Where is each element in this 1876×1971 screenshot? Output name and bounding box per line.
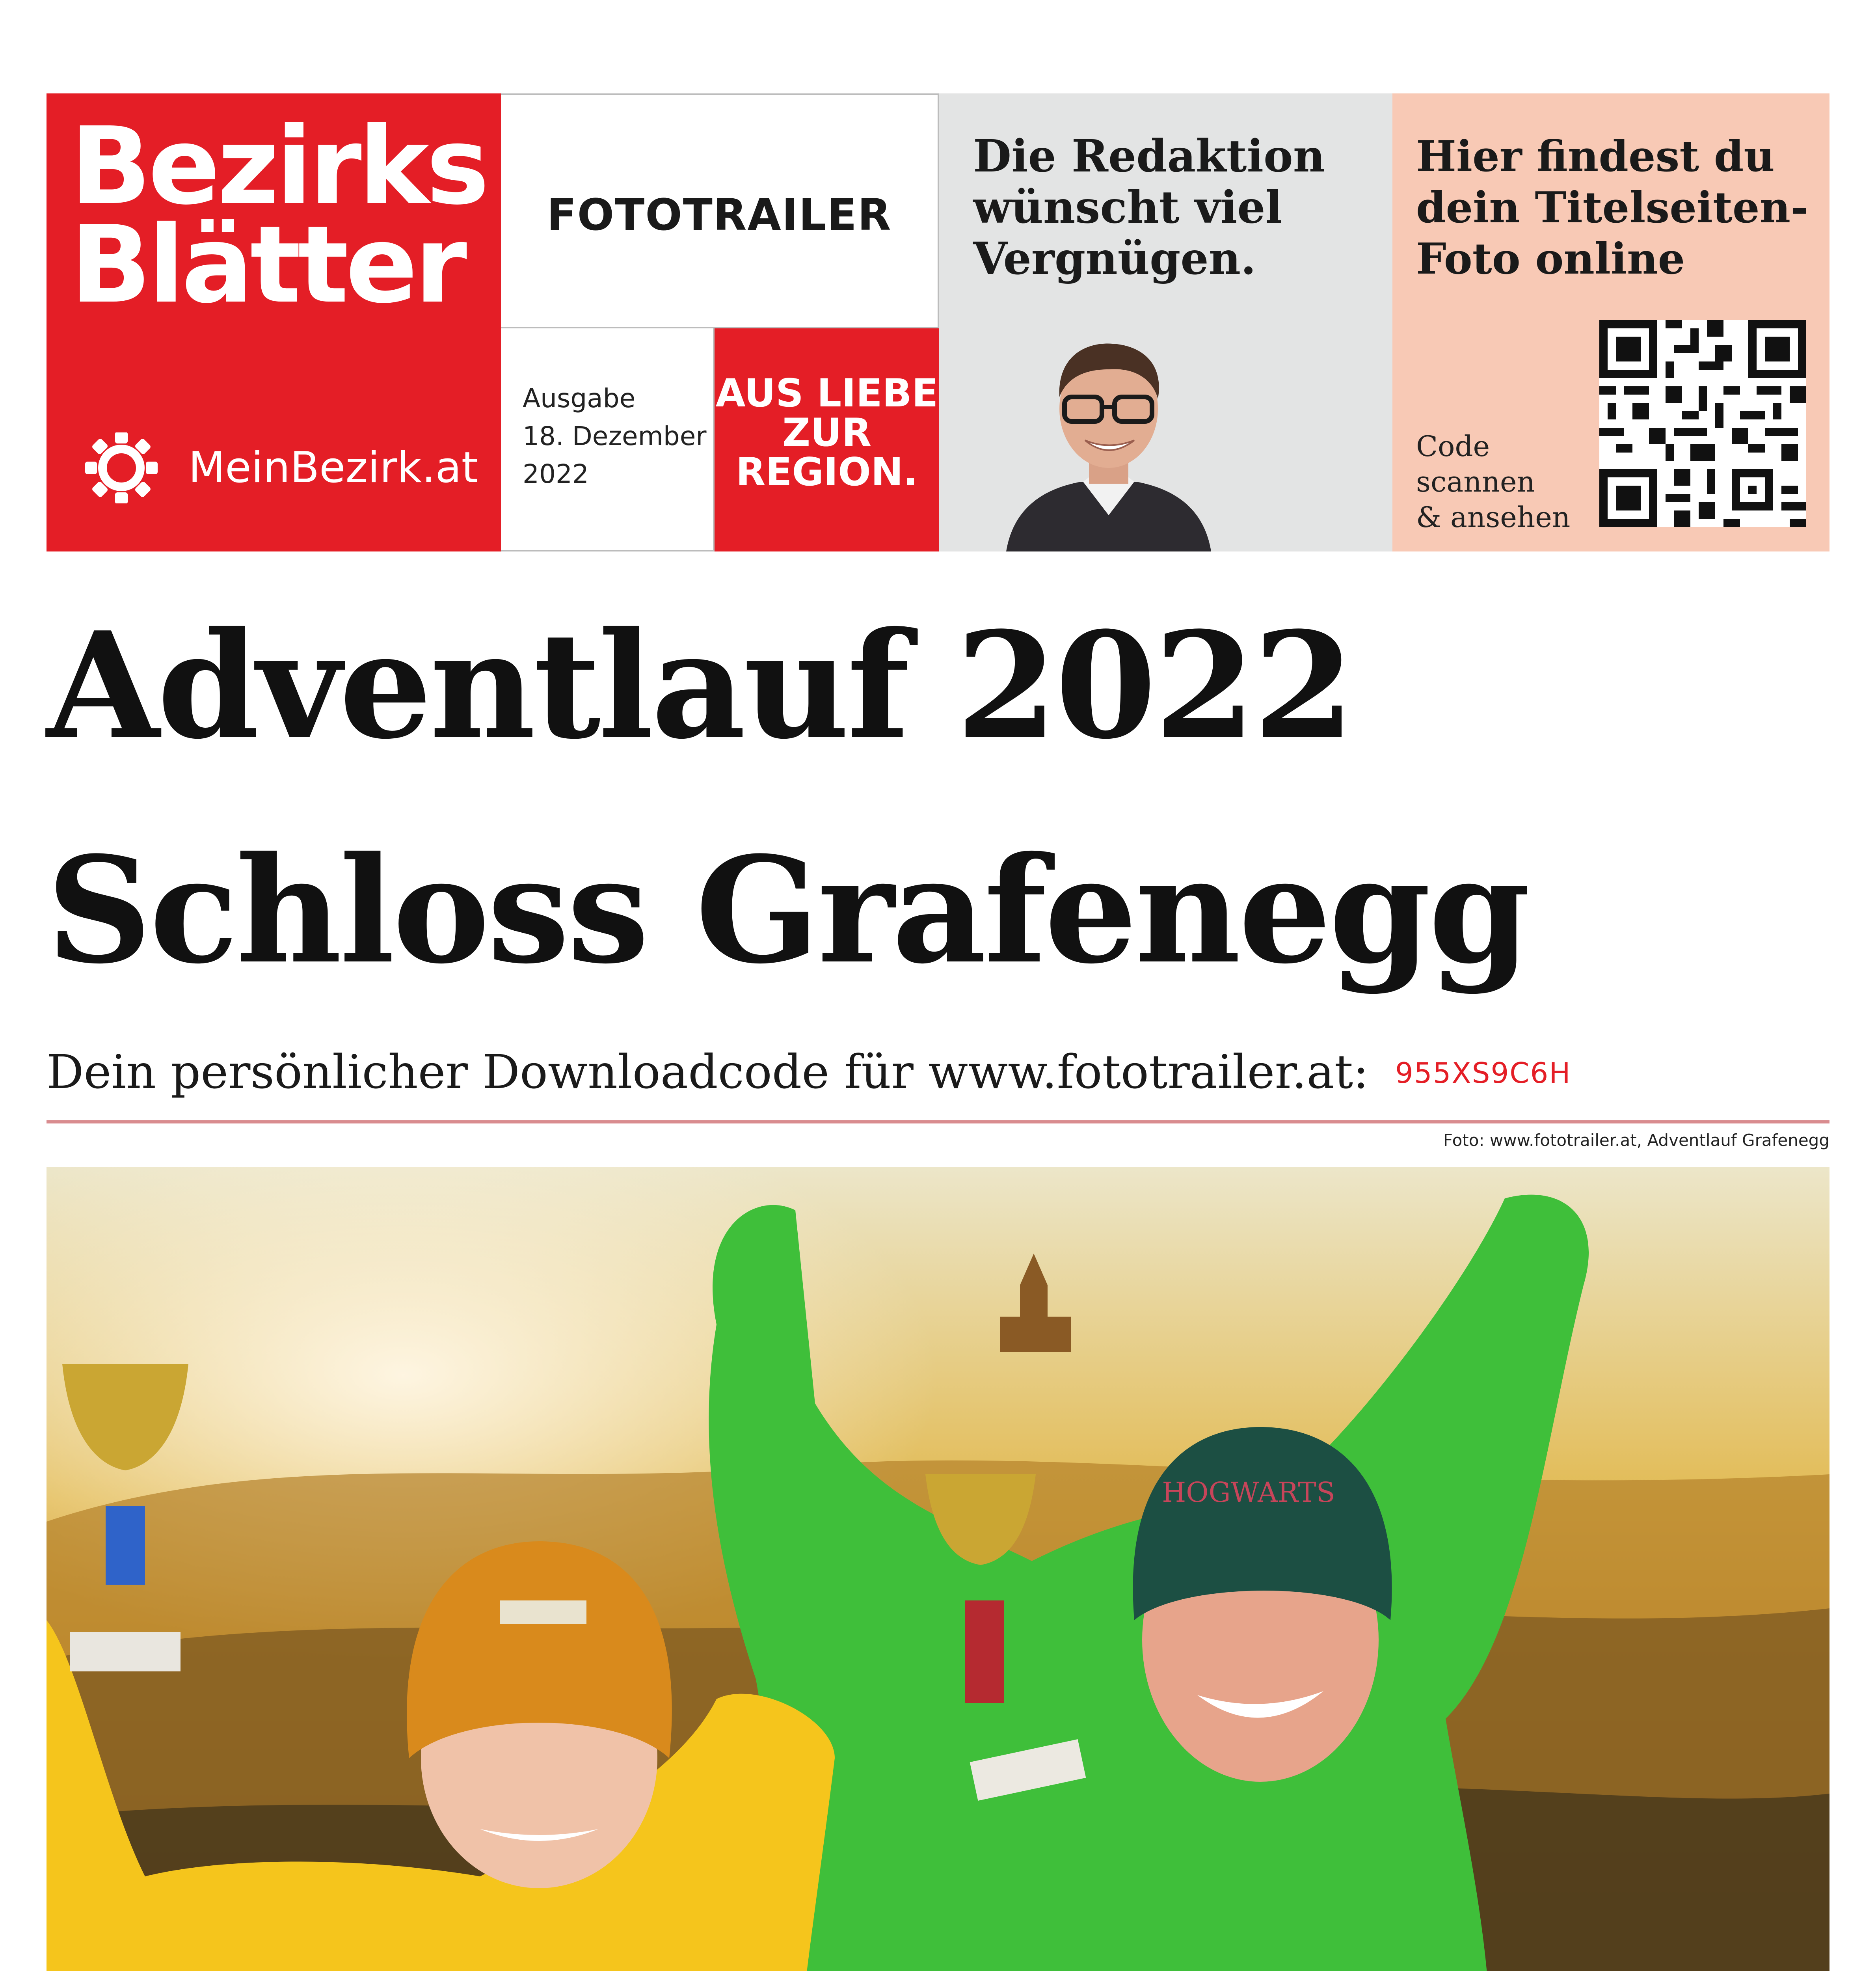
slogan-box <box>715 328 939 551</box>
headline-line-1: Adventlauf 2022 <box>47 600 1353 771</box>
download-instruction: Dein persönlicher Downloadcode für www.fototrailer.at: <box>47 1045 1369 1099</box>
scan-note-line-3: & ansehen <box>1416 501 1571 534</box>
online-photo-box <box>1392 93 1829 551</box>
headline-line-2: Schloss Grafenegg <box>47 825 1528 996</box>
slogan-line-3: REGION. <box>736 450 918 495</box>
editorial-line-1: Die Redaktion <box>973 130 1325 182</box>
meinbezirk-brand-label: MeinBezirk.at <box>188 443 478 492</box>
editor-portrait <box>990 330 1227 551</box>
online-note-line-3: Foto online <box>1416 234 1685 284</box>
download-code[interactable]: 955XS9C6H <box>1395 1056 1571 1090</box>
qr-code[interactable] <box>1599 320 1806 527</box>
bezirksblaetter-logo-block <box>47 93 501 551</box>
scan-note-line-1: Code <box>1416 430 1490 463</box>
editorial-line-3: Vergnügen. <box>973 233 1256 285</box>
slogan-line-1: AUS LIEBE <box>715 371 938 416</box>
scan-note-line-2: scannen <box>1416 465 1535 498</box>
logo-line-bezirks: Bezirks <box>70 104 487 228</box>
section-label-box <box>501 93 939 328</box>
issue-year: 2022 <box>523 459 589 489</box>
issue-label: Ausgabe <box>523 383 636 414</box>
slogan-line-2: ZUR <box>782 410 872 455</box>
issue-date: 18. Dezember <box>523 421 707 451</box>
photo-credit: Foto: www.fototrailer.at, Adventlauf Grafenegg <box>1443 1131 1829 1150</box>
online-note-line-1: Hier findest du <box>1416 132 1775 181</box>
section-label: FOTOTRAILER <box>547 190 892 240</box>
meinbezirk-logo[interactable] <box>70 432 488 503</box>
issue-info <box>501 328 715 551</box>
main-photo <box>47 1167 1829 1971</box>
online-note-line-2: dein Titelseiten- <box>1416 183 1808 233</box>
editorial-box <box>939 93 1392 551</box>
divider <box>47 1120 1829 1123</box>
logo-line-blaetter: Blätter <box>70 203 464 327</box>
sun-badge-icon <box>70 432 173 503</box>
beanie-text: HOGWARTS <box>1162 1476 1335 1509</box>
editorial-line-2: wünscht viel <box>973 182 1282 233</box>
photo-scene <box>47 1167 1829 1971</box>
